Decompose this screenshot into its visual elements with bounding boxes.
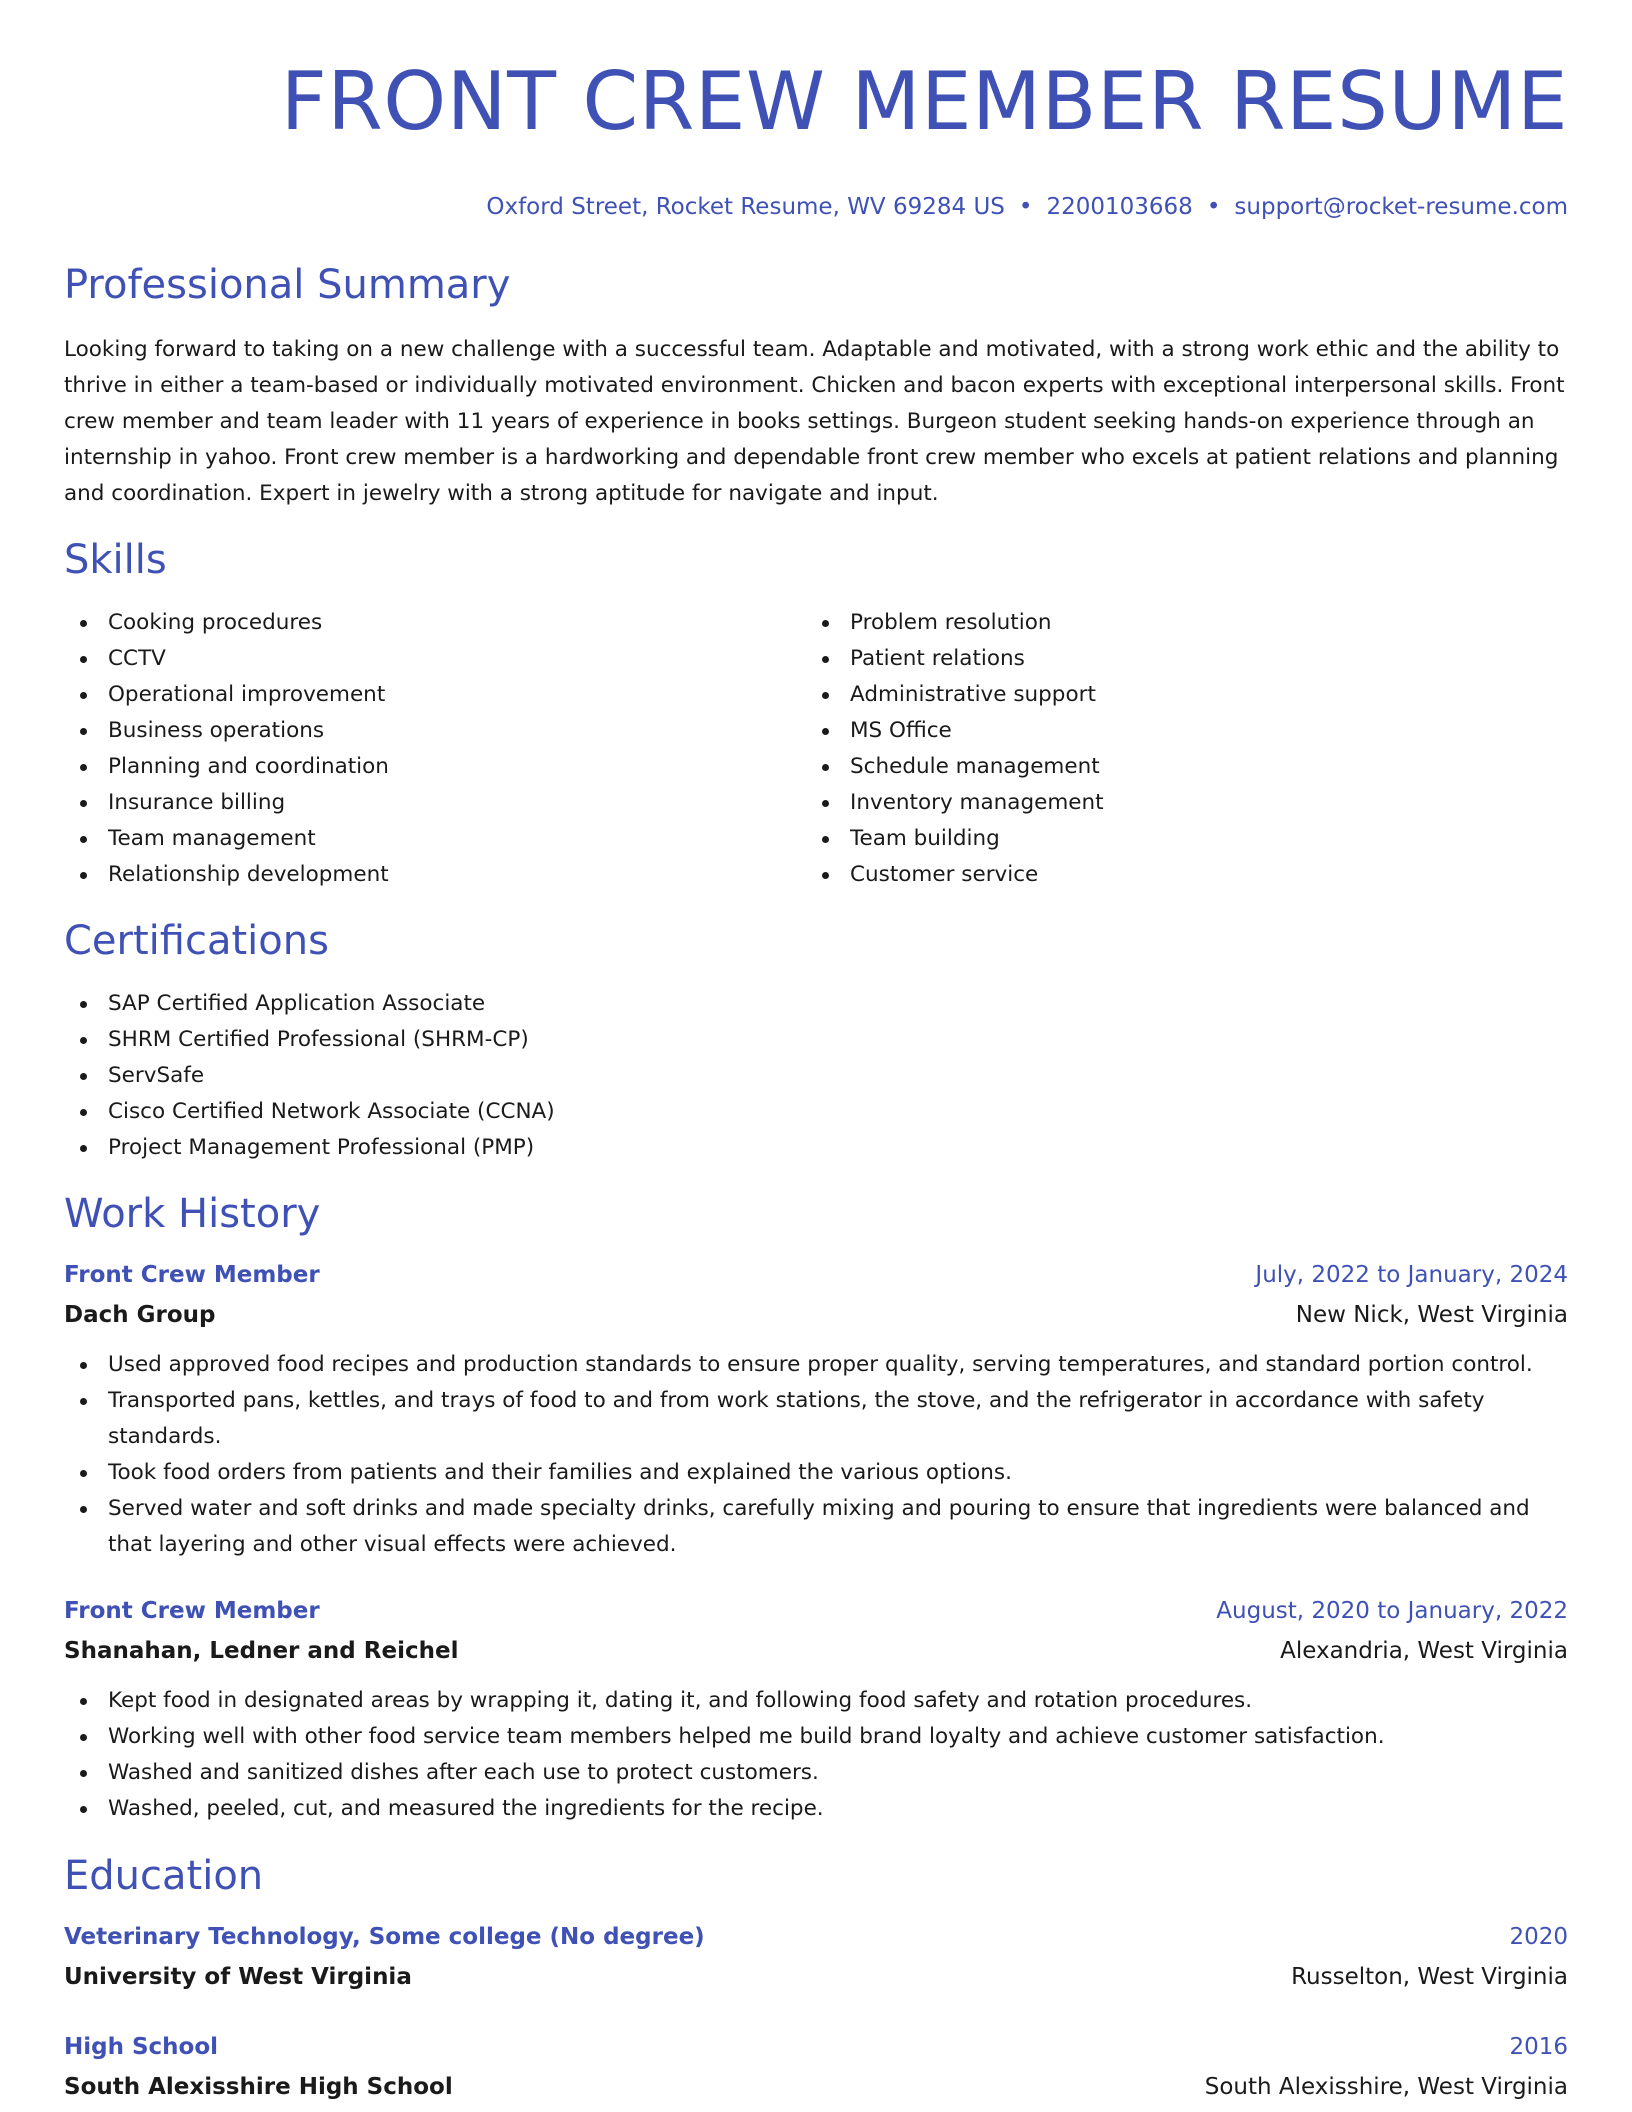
education-header bbox=[64, 1917, 1568, 1957]
job-dates: August, 2020 to January, 2022 bbox=[1216, 1598, 1568, 1624]
skills-list-right bbox=[806, 605, 1548, 893]
skill-item: Relationship development bbox=[64, 857, 806, 893]
skills-section bbox=[64, 535, 1568, 893]
skill-item: Team building bbox=[806, 821, 1548, 857]
certification-item: SAP Certified Application Associate bbox=[64, 986, 1568, 1022]
skill-item: Insurance billing bbox=[64, 785, 806, 821]
certifications-section bbox=[64, 916, 1568, 1166]
school-name: University of West Virginia bbox=[64, 1964, 412, 1990]
job-duties-list bbox=[64, 1683, 1568, 1827]
job-employer-row bbox=[64, 1295, 1568, 1335]
certification-item: ServSafe bbox=[64, 1058, 1568, 1094]
job-duty-item: Washed, peeled, cut, and measured the ingredients for the recipe. bbox=[64, 1791, 1568, 1827]
skill-item: Customer service bbox=[806, 857, 1548, 893]
skill-item: Inventory management bbox=[806, 785, 1548, 821]
contact-separator: • bbox=[1018, 194, 1033, 220]
skills-grid bbox=[64, 605, 1568, 893]
school-location: South Alexisshire, West Virginia bbox=[1204, 2074, 1568, 2100]
school-location: Russelton, West Virginia bbox=[1291, 1964, 1568, 1990]
skill-item: Business operations bbox=[64, 713, 806, 749]
job-title: Front Crew Member bbox=[64, 1598, 320, 1624]
skill-item: MS Office bbox=[806, 713, 1548, 749]
degree-name: Veterinary Technology, Some college (No degree) bbox=[64, 1924, 705, 1950]
education-heading: Education bbox=[64, 1853, 264, 1899]
job-location: New Nick, West Virginia bbox=[1295, 1302, 1568, 1328]
skill-item: Operational improvement bbox=[64, 677, 806, 713]
degree-name: High School bbox=[64, 2034, 219, 2060]
graduation-year: 2016 bbox=[1509, 2034, 1568, 2060]
job-employer-row bbox=[64, 1631, 1568, 1671]
certification-item: Project Management Professional (PMP) bbox=[64, 1130, 1568, 1166]
education-entry bbox=[64, 2027, 1568, 2107]
skill-item: CCTV bbox=[64, 641, 806, 677]
certification-item: SHRM Certified Professional (SHRM-CP) bbox=[64, 1022, 1568, 1058]
skill-item: Patient relations bbox=[806, 641, 1548, 677]
job-duty-item: Served water and soft drinks and made specialty drinks, carefully mixing and pouring to ensure that ingredients were balanced and that layering and other visual effects were achieved. bbox=[64, 1491, 1568, 1563]
job-header bbox=[64, 1255, 1568, 1295]
job-duty-item: Used approved food recipes and production standards to ensure proper quality, serving temperatures, and standard portion control. bbox=[64, 1347, 1568, 1383]
graduation-year: 2020 bbox=[1509, 1924, 1568, 1950]
job-duty-item: Transported pans, kettles, and trays of food to and from work stations, the stove, and the refrigerator in accordance with safety standards. bbox=[64, 1383, 1568, 1455]
job-duty-item: Washed and sanitized dishes after each use to protect customers. bbox=[64, 1755, 1568, 1791]
skill-item: Team management bbox=[64, 821, 806, 857]
phone-text: 2200103668 bbox=[1046, 194, 1193, 220]
education-school-row bbox=[64, 1957, 1568, 1997]
education-header bbox=[64, 2027, 1568, 2067]
skill-item: Problem resolution bbox=[806, 605, 1548, 641]
education-section bbox=[64, 1851, 1568, 2107]
job-duty-item: Working well with other food service team members helped me build brand loyalty and achieve customer satisfaction. bbox=[64, 1719, 1568, 1755]
job-location: Alexandria, West Virginia bbox=[1280, 1638, 1568, 1664]
email-link[interactable]: support@rocket-resume.com bbox=[1234, 194, 1568, 220]
skills-heading: Skills bbox=[64, 537, 167, 583]
job-duty-item: Took food orders from patients and their families and explained the various options. bbox=[64, 1455, 1568, 1491]
job-company: Dach Group bbox=[64, 1302, 216, 1328]
work-history-section bbox=[64, 1189, 1568, 1827]
skill-item: Administrative support bbox=[806, 677, 1548, 713]
work-history-heading: Work History bbox=[64, 1191, 321, 1237]
certifications-list bbox=[64, 986, 1568, 1166]
job-header bbox=[64, 1591, 1568, 1631]
skill-item: Schedule management bbox=[806, 749, 1548, 785]
resume-title: FRONT CREW MEMBER RESUME bbox=[280, 55, 1568, 148]
address-text: Oxford Street, Rocket Resume, WV 69284 US bbox=[486, 194, 1005, 220]
contact-line bbox=[64, 192, 1568, 222]
job-company: Shanahan, Ledner and Reichel bbox=[64, 1638, 459, 1664]
skill-item: Cooking procedures bbox=[64, 605, 806, 641]
education-entry bbox=[64, 1917, 1568, 1997]
summary-section bbox=[64, 260, 1568, 512]
certifications-heading: Certifications bbox=[64, 918, 329, 964]
contact-separator: • bbox=[1206, 194, 1221, 220]
skills-list-left bbox=[64, 605, 806, 893]
skill-item: Planning and coordination bbox=[64, 749, 806, 785]
job-duties-list bbox=[64, 1347, 1568, 1563]
school-name: South Alexisshire High School bbox=[64, 2074, 453, 2100]
education-school-row bbox=[64, 2067, 1568, 2107]
certification-item: Cisco Certified Network Associate (CCNA) bbox=[64, 1094, 1568, 1130]
job-title: Front Crew Member bbox=[64, 1262, 320, 1288]
summary-text: Looking forward to taking on a new challenge with a successful team. Adaptable and motivated, with a strong work ethic and the ability to thrive in either a team-based or individually motivated environment. Chicken and bacon experts with exceptional interpersonal skills. Front crew member and team leader with 11 years of experience in books settings. Burgeon student seeking hands-on experience through an internship in yahoo. Front crew member is a hardworking and dependable front crew member who excels at patient relations and planning and coordination. Expert in jewelry with a strong aptitude for navigate and input. bbox=[64, 337, 1565, 506]
summary-heading: Professional Summary bbox=[64, 262, 511, 308]
job-dates: July, 2022 to January, 2024 bbox=[1255, 1262, 1568, 1288]
job-duty-item: Kept food in designated areas by wrapping it, dating it, and following food safety and rotation procedures. bbox=[64, 1683, 1568, 1719]
job-entry bbox=[64, 1255, 1568, 1563]
job-entry bbox=[64, 1591, 1568, 1827]
